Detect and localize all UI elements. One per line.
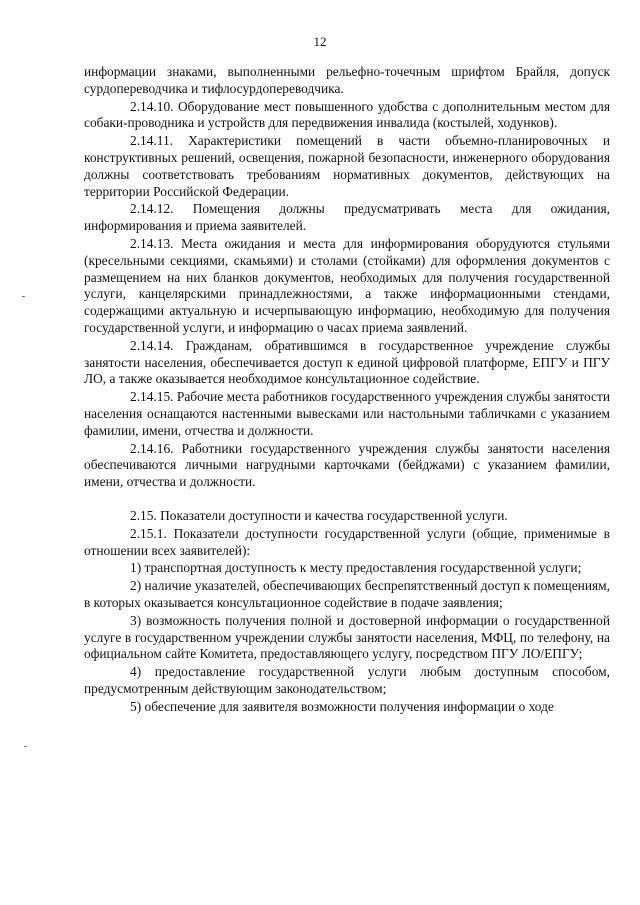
paragraph-2-15-1: 2.15.1. Показатели доступности государственной услуги (общие, применимые в отношении всех заявителей): — [84, 525, 610, 558]
scan-speck — [22, 296, 25, 297]
paragraph-2-14-14: 2.14.14. Гражданам, обратившимся в государственное учреждение службы занятости населения, обеспечивается доступ к единой цифровой платформе, ЕПГУ и ПГУ ЛО, а также оказывается необходимое консультационное содействие. — [84, 337, 610, 387]
paragraph-2-14-13: 2.14.13. Места ожидания и места для информирования оборудуются стульями (кресельными секциями, скамьями) и столами (стойками) для оформления документов с размещением на них бланков документов, необходимых для получения государственной услуги, канцелярскими принадлежностями, а также информационными стендами, содержащими актуальную и исчерпывающую информацию, необходимую для получения государственной услуги, и информацию о часах приема заявлений. — [84, 235, 610, 335]
page-number: 12 — [313, 34, 327, 49]
scan-speck — [24, 746, 27, 747]
list-item-2: 2) наличие указателей, обеспечивающих беспрепятственный доступ к помещениям, в которых оказывается консультационное содействие в подаче заявления; — [84, 578, 610, 610]
paragraph-2-14-12: 2.14.12. Помещения должны предусматривать места для ожидания, информирования и приема заявителей. — [84, 201, 610, 234]
paragraph-continuation: информации знаками, выполненными рельефно-точечным шрифтом Брайля, допуск сурдопереводчика и тифлосурдопереводчика. — [84, 64, 610, 96]
list-item-1: 1) транспортная доступность к месту предоставления государственной услуги; — [130, 560, 582, 576]
document-body — [84, 64, 610, 716]
paragraph-2-14-16: 2.14.16. Работники государственного учреждения службы занятости населения обеспечиваются личными нагрудными карточками (бейджами) с указанием фамилии, имени, отчества и должности. — [84, 440, 610, 490]
list-item-3: 3) возможность получения полной и достоверной информации о государственной услуге в государственном учреждении службы занятости населения, МФЦ, по телефону, на официальном сайте Комитета, предоставляющего услугу, посредством ПГУ ЛО/ЕПГУ; — [84, 612, 610, 662]
paragraph-2-14-10: 2.14.10. Оборудование мест повышенного удобства с дополнительным местом для собаки-проводника и устройств для передвижения инвалида (костылей, ходунков). — [84, 98, 610, 131]
paragraph-2-14-11: 2.14.11. Характеристики помещений в части объемно-планировочных и конструктивных решений, освещения, пожарной безопасности, инженерного оборудования должны соответствовать требованиям нормативных документов, действующих на территории Российской Федерации. — [84, 133, 610, 199]
section-heading-2-15: 2.15. Показатели доступности и качества государственной услуги. — [130, 507, 508, 523]
list-item-5: 5) обеспечение для заявителя возможности получения информации о ходе — [130, 698, 554, 714]
paragraph-2-14-15: 2.14.15. Рабочие места работников государственного учреждения службы занятости населения оснащаются настенными вывесками или настольными табличками с указанием фамилии, имени, отчества и должности. — [84, 389, 610, 438]
list-item-4: 4) предоставление государственной услуги любым доступным способом, предусмотренным действующим законодательством; — [84, 664, 610, 696]
